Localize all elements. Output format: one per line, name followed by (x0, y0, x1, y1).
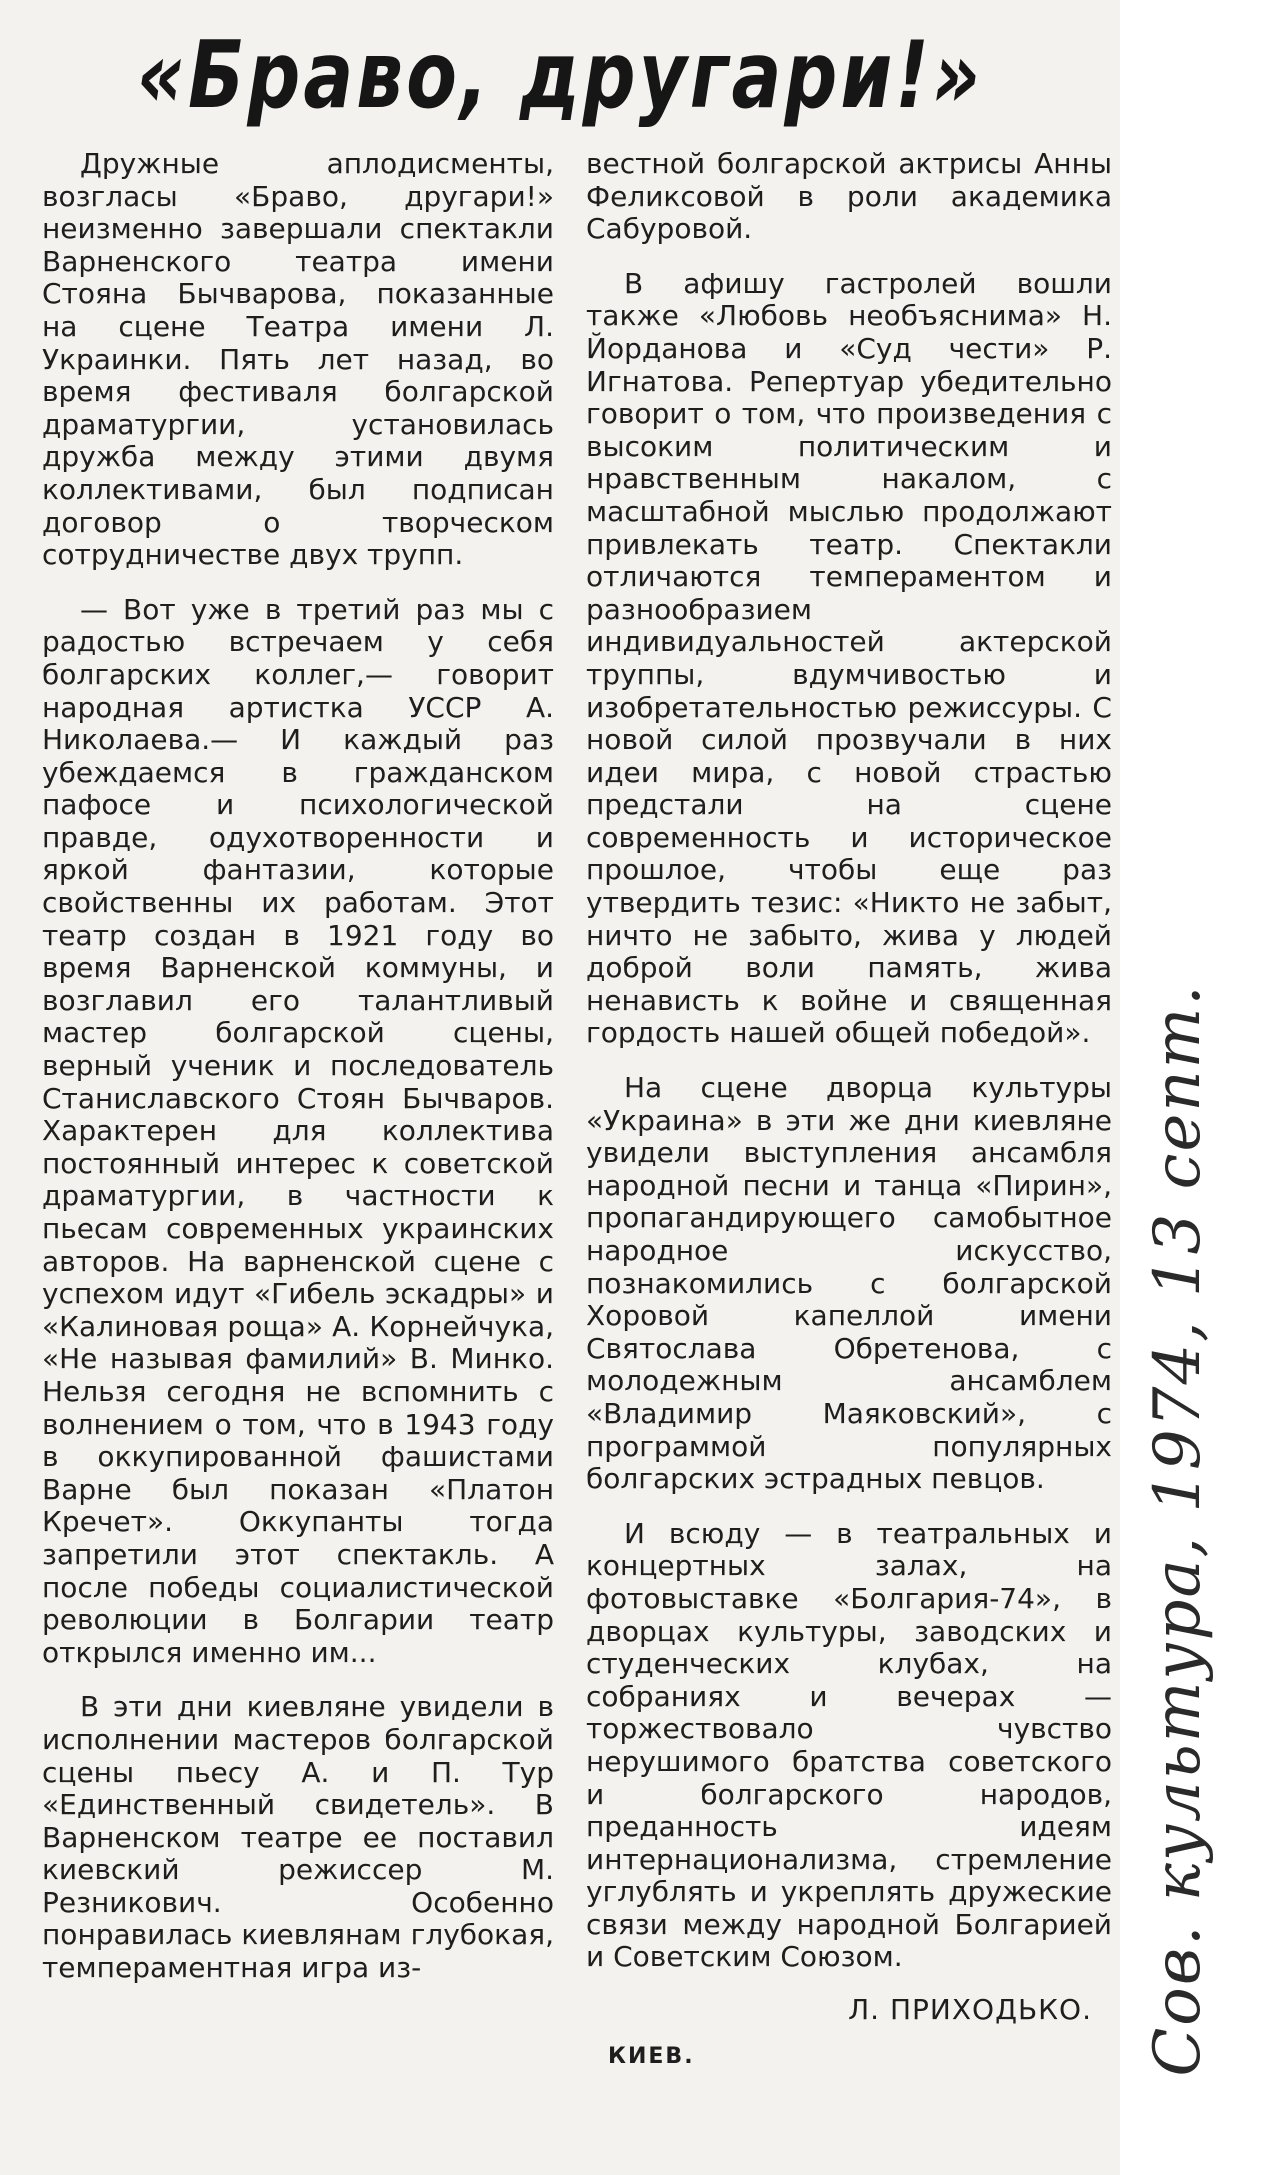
article-headline: «Браво, другари!» (136, 22, 984, 130)
paragraph: В эти дни киевляне увидели в исполнении мастеров болгарской сцены пьесу А. и П. Тур «Единственный свидетель». В Варненском театре ее поставил киевский режиссер М. Резникович. Особенно понравилась киевлянам глубокая, темпераментная игра из- (42, 1690, 554, 1985)
paragraph-continuation: вестной болгарской актрисы Анны Феликсовой в роли академика Сабуровой. (586, 147, 1112, 246)
paragraph: — Вот уже в третий раз мы с радостью встречаем у себя болгарских коллег,— говорит народная артистка УССР А. Николаева.— И каждый раз убеждаемся в гражданском пафосе и психологической правде, одухотворенности и яркой фантазии, которые свойственны их работам. Этот театр создан в 1921 году во время Варненской коммуны, и возглавил его талантливый мастер болгарской сцены, верный ученик и последователь Станиславского Стоян Бычваров. Характерен для коллектива постоянный интерес к советской драматургии, в частности к пьесам современных украинских авторов. На варненской сцене с успехом идут «Гибель эскадры» и «Калиновая роща» А. Корнейчука, «Не называя фамилий» В. Минко. Нельзя сегодня не вспомнить с волнением о том, что в 1943 году в оккупированной фашистами Варне был показан «Платон Кречет». Оккупанты тогда запретили этот спектакль. А после победы социалистической революции в Болгарии театр открылся именно им... (42, 592, 554, 1669)
paragraph: И всюду — в театральных и концертных залах, на фотовыставке «Болгария-74», в дворцах культуры, заводских и студенческих клубах, на собраниях и вечерах — торжествовало чувство нерушимого братства советского и болгарского народов, преданность идеям интернационализма, стремление углублять и укреплять дружеские связи между народной Болгарией и Советским Союзом. (586, 1516, 1112, 1974)
dateline-city: КИЕВ. (608, 2043, 695, 2069)
handwritten-source-note: Сов. культура, 1974, 13 септ. (1141, 983, 1215, 2077)
paragraph: В афишу гастролей вошли также «Любовь необъяснима» Н. Йорданова и «Суд чести» Р. Игнатова. Репертуар убедительно говорит о том, что произведения с высоким политическим и нравственным накалом, с масштабной мыслью продолжают привлекать театр. Спектакли отличаются темпераментом и разнообразием индивидуальностей актерской труппы, вдумчивостью и изобретательностью режиссуры. С новой силой прозвучали в них идеи мира, с новой страстью предстали на сцене современность и историческое прошлое, чтобы еще раз утвердить тезис: «Никто не забыт, ничто не забыто, жива у людей доброй воли память, жива ненависть к войне и священная гордость нашей общей победой». (586, 266, 1112, 1050)
paragraph: На сцене дворца культуры «Украина» в эти же дни киевляне увидели выступления ансамбля народной песни и танца «Пирин», пропагандирующего самобытное народное искусство, познакомились с болгарской Хоровой капеллой имени Святослава Обретенова, с молодежным ансамблем «Владимир Маяковский», с программой популярных болгарских эстрадных певцов. (586, 1071, 1112, 1496)
left-column (42, 148, 554, 1985)
author-signature: Л. ПРИХОДЬКО. (848, 1993, 1092, 2027)
paragraph: Дружные аплодисменты, возгласы «Браво, другари!» неизменно завершали спектакли Варненского театра имени Стояна Бычварова, показанные на сцене Театра имени Л. Украинки. Пять лет назад, во время фестиваля болгарской драматургии, установилась дружба между этими двумя коллективами, был подписан договор о творческом сотрудничестве двух трупп. (42, 147, 554, 572)
right-column (586, 148, 1112, 2073)
